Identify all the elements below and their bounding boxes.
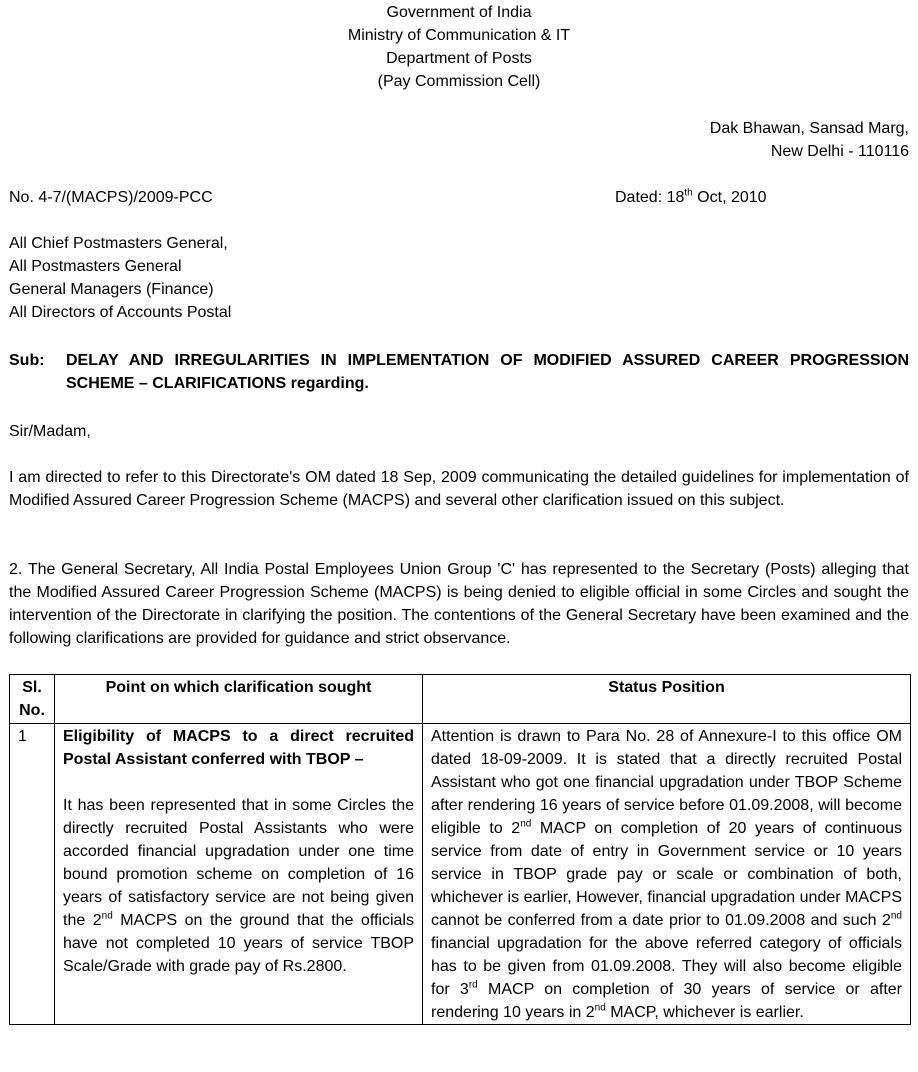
header-line-cell: (Pay Commission Cell) xyxy=(377,73,541,90)
column-header-status: Status Position xyxy=(423,675,911,724)
spacer xyxy=(63,771,414,794)
point-body-ordinal: nd xyxy=(101,910,113,922)
status-text-d: MACP on completion of 30 years of service or after rendering 10 years in 2 xyxy=(431,981,903,1021)
date-suffix: Oct, 2010 xyxy=(692,189,767,206)
point-heading: Eligibility of MACPS to a direct recruited Postal Assistant conferred with TBOP – xyxy=(63,728,414,768)
cell-sl-no: 1 xyxy=(10,724,55,1025)
status-text-e: MACP, whichever is earlier. xyxy=(605,1004,804,1021)
table-row xyxy=(10,724,911,1025)
status-text-a: Attention is drawn to Para No. 28 of Annexure-I to this office OM dated 18-09-2009. It is stated that a directly recruited Postal Assistant who got one financial upgradation under TBOP Scheme after rendering 16 years of service before 01.09.2008, will become eligible to 2 xyxy=(431,728,902,837)
status-text-b: MACP on completion of 20 years of continuous service from date of entry in Government service or 10 years service in TBOP grade pay or scale or combination of both, whichever is earlier, However, financial upgradation under MACPS cannot be conferred from a date prior to 01.09.2008 and such 2 xyxy=(431,820,902,929)
header-line-department: Department of Posts xyxy=(386,50,532,67)
reference-number: No. 4-7/(MACPS)/2009-PCC xyxy=(9,189,213,206)
date-line xyxy=(615,186,767,209)
status-ordinal-1: nd xyxy=(520,818,532,830)
header-line-ministry: Ministry of Communication & IT xyxy=(347,27,571,44)
status-ordinal-4: nd xyxy=(594,1002,606,1014)
date-ordinal: th xyxy=(684,187,693,199)
address-line-1: Dak Bhawan, Sansad Marg, xyxy=(709,120,909,137)
status-ordinal-2: nd xyxy=(890,910,902,922)
paragraph-1: I am directed to refer to this Directorate's OM dated 18 Sep, 2009 communicating the detailed guidelines for implementation of Modified Assured Career Progression Scheme (MACPS) and several other clarification issued on this subject. xyxy=(9,469,909,509)
date-prefix: Dated: 18 xyxy=(615,189,685,206)
point-body xyxy=(63,794,414,978)
status-text-c: financial upgradation for the above referred category of officials has to be given from 01.09.2008. They will also become eligible for 3 xyxy=(431,935,902,998)
addressee-list xyxy=(9,232,231,324)
column-header-sl-no: Sl. No. xyxy=(10,675,55,724)
clarification-table xyxy=(9,674,911,1025)
addressee-item: All Directors of Accounts Postal xyxy=(9,304,232,321)
paragraph-2: 2. The General Secretary, All India Postal Employees Union Group 'C' has represented to the Secretary (Posts) alleging that the Modified Assured Career Progression Scheme (MACPS) is being denied to eligible official in some Circles and sought the intervention of the Directorate in clarifying the position. The contentions of the General Secretary have been examined and the following clarifications are provided for guidance and strict observance. xyxy=(9,561,909,647)
column-header-point: Point on which clarification sought xyxy=(55,675,423,724)
cell-status xyxy=(423,724,911,1025)
header-line-government: Government of India xyxy=(386,4,532,21)
point-body-text-a: It has been represented that in some Circles the directly recruited Postal Assistants who were accorded financial upgradation under one time bound promotion scheme on completion of 16 years of satisfactory service are not being given the 2 xyxy=(63,797,414,929)
office-address xyxy=(710,117,909,163)
cell-point xyxy=(55,724,423,1025)
table-header-row xyxy=(10,675,911,724)
addressee-item: General Managers (Finance) xyxy=(9,281,214,298)
addressee-item: All Chief Postmasters General, xyxy=(9,235,228,252)
salutation: Sir/Madam, xyxy=(9,423,91,440)
subject-label: Sub: xyxy=(9,352,45,369)
point-body-text-b: MACPS on the ground that the officials have not completed 10 years of service TBOP Scale/Grade with grade pay of Rs.2800. xyxy=(63,912,414,975)
address-line-2: New Delhi - 110116 xyxy=(770,143,909,160)
status-text xyxy=(431,725,902,1024)
subject-text: DELAY AND IRREGULARITIES IN IMPLEMENTATION OF MODIFIED ASSURED CAREER PROGRESSION SCHEME – CLARIFICATIONS regarding. xyxy=(66,352,909,392)
status-ordinal-3: rd xyxy=(468,979,478,991)
letterhead xyxy=(0,1,918,93)
addressee-item: All Postmasters General xyxy=(9,258,182,275)
